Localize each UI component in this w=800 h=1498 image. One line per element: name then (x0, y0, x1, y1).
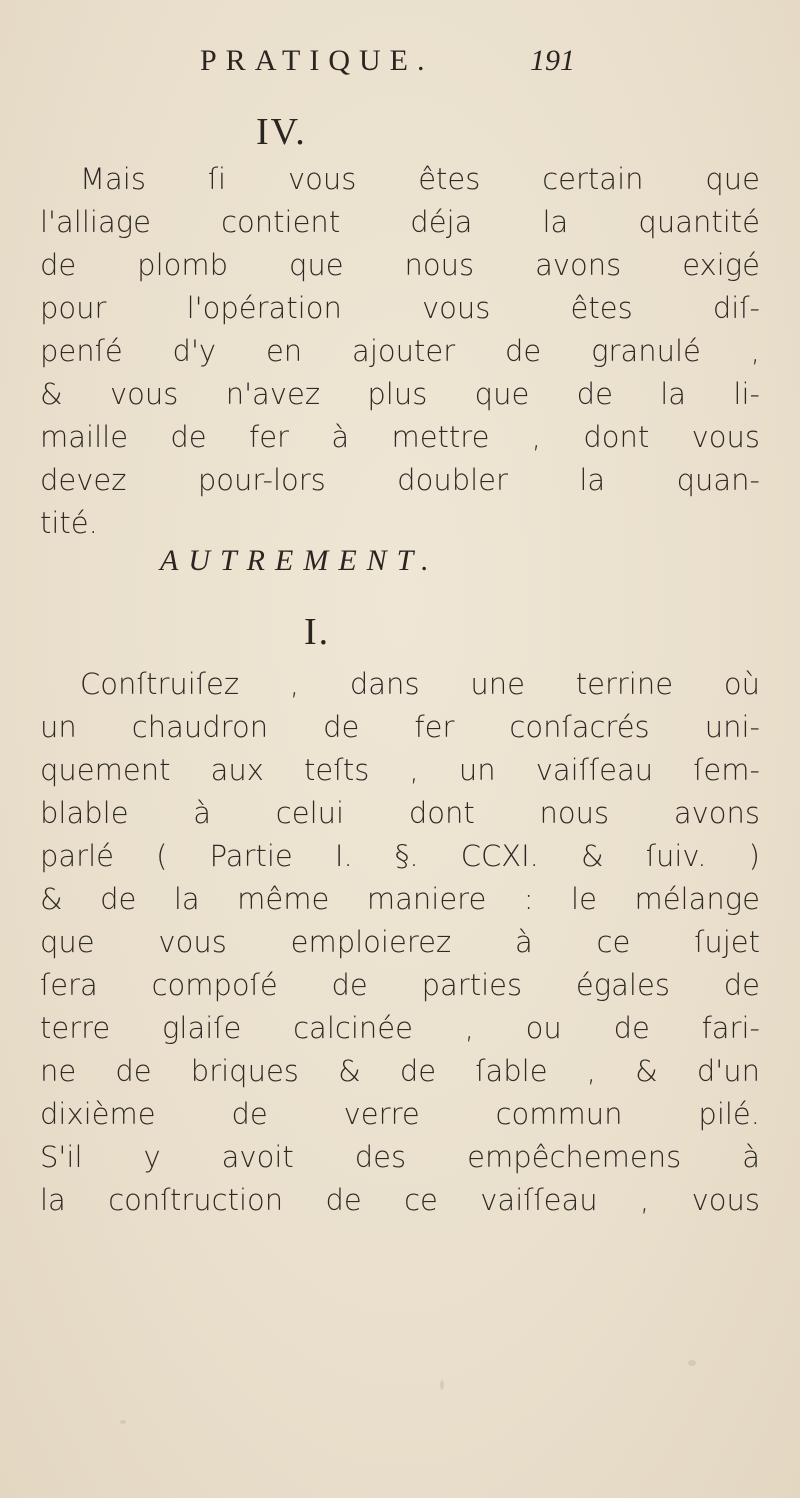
page-number: 191 (530, 44, 575, 77)
text-line: que vous emploierez à ce ſujet (40, 925, 760, 959)
text-line: penſé d'y en ajouter de granulé , (40, 334, 760, 368)
paper-speck (440, 1380, 444, 1390)
text-line: tité. (40, 506, 98, 540)
text-line: & vous n'avez plus que de la li- (40, 377, 760, 411)
text-line: quement aux teſts , un vaiſſeau ſem- (40, 753, 760, 787)
text-line: Mais ſi vous êtes certain que (80, 162, 760, 196)
text-line: l'alliage contient déja la quantité (40, 205, 760, 239)
running-head (200, 44, 620, 88)
text-line: de plomb que nous avons exigé (40, 248, 760, 282)
text-line: maille de fer à mettre , dont vous (40, 420, 760, 454)
paper-speck (120, 1420, 126, 1424)
paper-speck (688, 1360, 696, 1366)
text-line: pour l'opération vous êtes diſ- (40, 291, 760, 325)
text-line: terre glaiſe calcinée , ou de fari- (40, 1011, 760, 1045)
text-line: la conſtruction de ce vaiſſeau , vous (40, 1183, 760, 1217)
text-line: & de la même maniere : le mélange (40, 882, 760, 916)
text-line: devez pour-lors doubler la quan- (40, 463, 760, 497)
section-numeral-i: I. (304, 611, 331, 653)
text-line: S'il y avoit des empêchemens à (40, 1140, 760, 1174)
text-line: Conſtruiſez , dans une terrine où (80, 667, 760, 701)
text-line: parlé ( Partie I. §. CCXI. & ſuiv. ) (40, 839, 760, 873)
text-line: ſera compoſé de parties égales de (40, 968, 760, 1002)
running-head-title: PRATIQUE. (200, 44, 434, 77)
paragraph-iv (40, 158, 760, 545)
paragraph-i (40, 663, 760, 1222)
subheading-autrement: AUTREMENT. (160, 544, 439, 577)
text-line: blable à celui dont nous avons (40, 796, 760, 830)
section-numeral-iv: IV. (256, 111, 307, 153)
text-line: ne de briques & de ſable , & d'un (40, 1054, 760, 1088)
text-line: dixième de verre commun pilé. (40, 1097, 760, 1131)
text-line: un chaudron de fer conſacrés uni- (40, 710, 760, 744)
